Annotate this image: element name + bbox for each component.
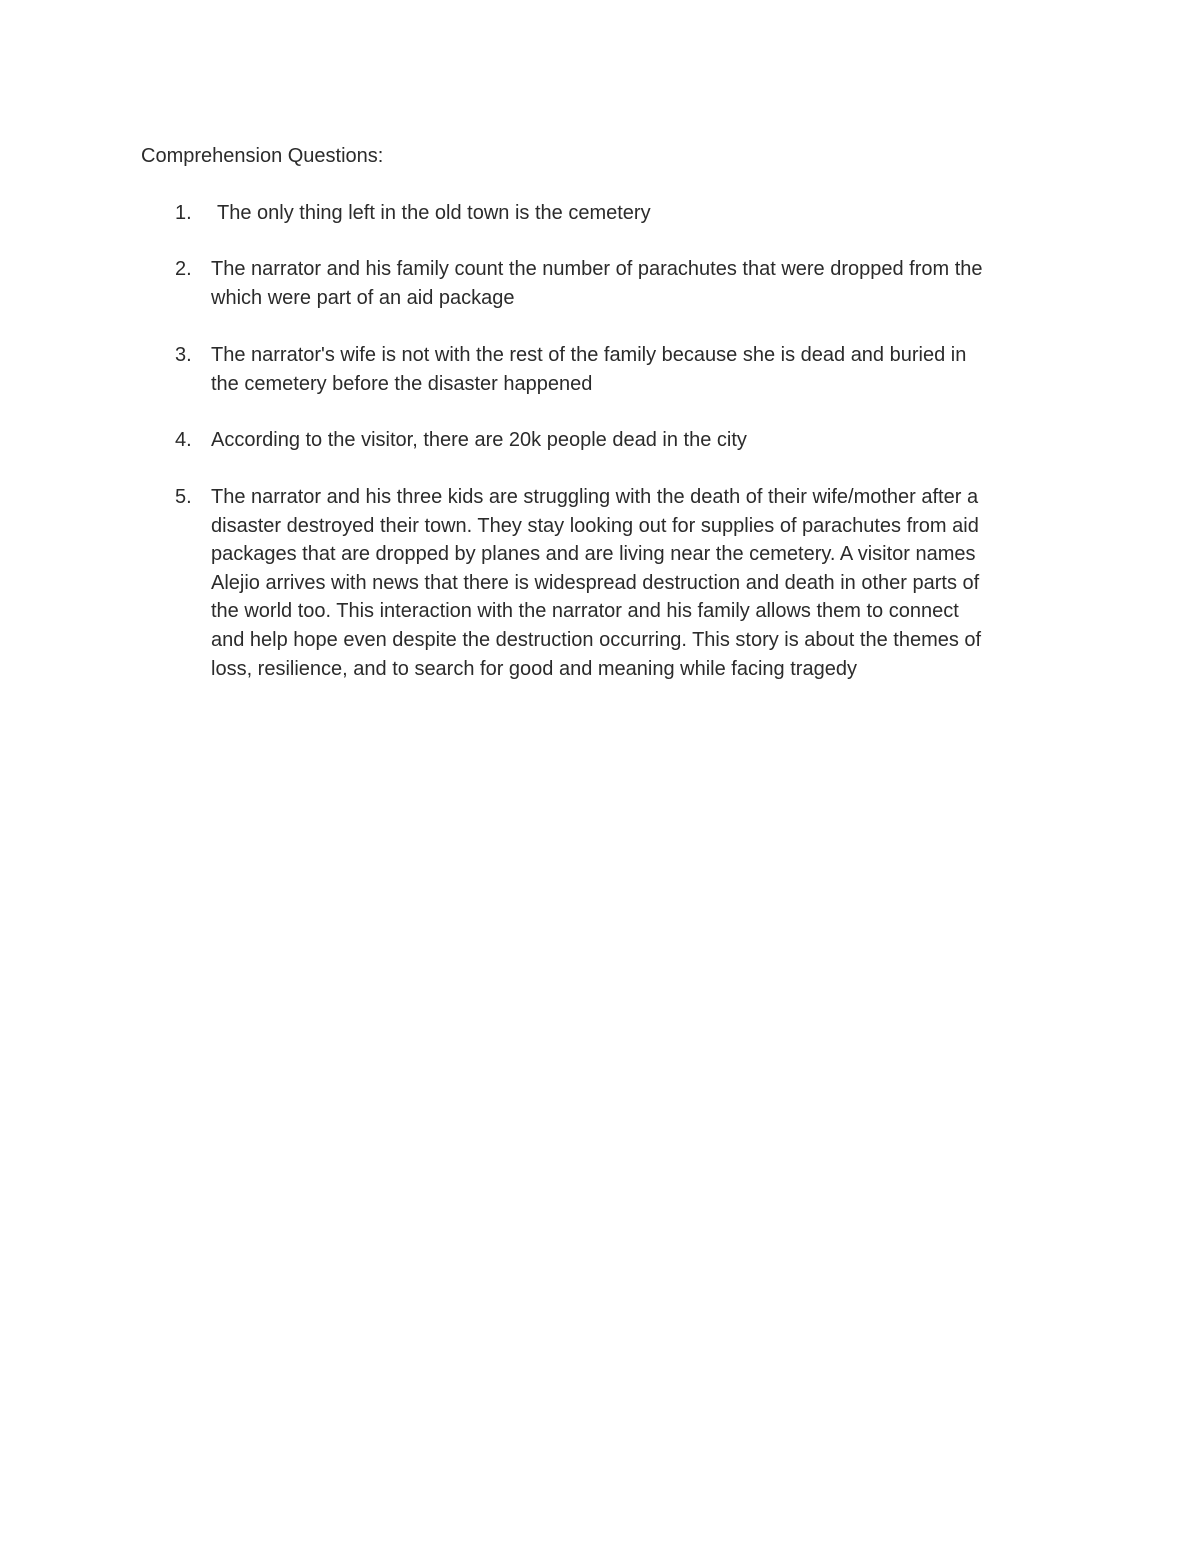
item-number: 5. (175, 486, 192, 508)
text-line: The narrator and his three kids are struggling with the death of their wife/mother after a (211, 486, 979, 508)
item-number: 2. (175, 258, 192, 280)
text-line: According to the visitor, there are 20k people dead in the city (211, 429, 747, 451)
text-line: which were part of an aid package (211, 286, 515, 309)
text-line: packages that are dropped by planes and are living near the cemetery. A visitor names (211, 543, 976, 566)
text-line: The only thing left in the old town is the cemetery (217, 202, 651, 224)
item-text (211, 483, 1061, 683)
text-line: the cemetery before the disaster happened (211, 372, 593, 395)
text-line: Alejio arrives with news that there is widespread destruction and death in other parts of (211, 571, 980, 594)
text-line: The narrator's wife is not with the rest of the family because she is dead and buried in (211, 344, 967, 366)
text-line: The narrator and his family count the number of parachutes that were dropped from the (211, 258, 983, 280)
item-number: 3. (175, 344, 192, 366)
text-line: and help hope even despite the destruction occurring. This story is about the themes of (211, 628, 982, 651)
item-number: 1. (175, 202, 192, 224)
item-number: 4. (175, 429, 192, 451)
item-text (217, 199, 1067, 228)
item-text (211, 341, 1061, 398)
item-text (211, 255, 1061, 312)
text-line: loss, resilience, and to search for good and meaning while facing tragedy (211, 657, 857, 680)
item-text (211, 426, 1061, 455)
text-line: the world too. This interaction with the narrator and his family allows them to connect (211, 600, 959, 623)
page-heading: Comprehension Questions: (141, 145, 384, 167)
text-line: disaster destroyed their town. They stay looking out for supplies of parachutes from aid (211, 514, 979, 537)
